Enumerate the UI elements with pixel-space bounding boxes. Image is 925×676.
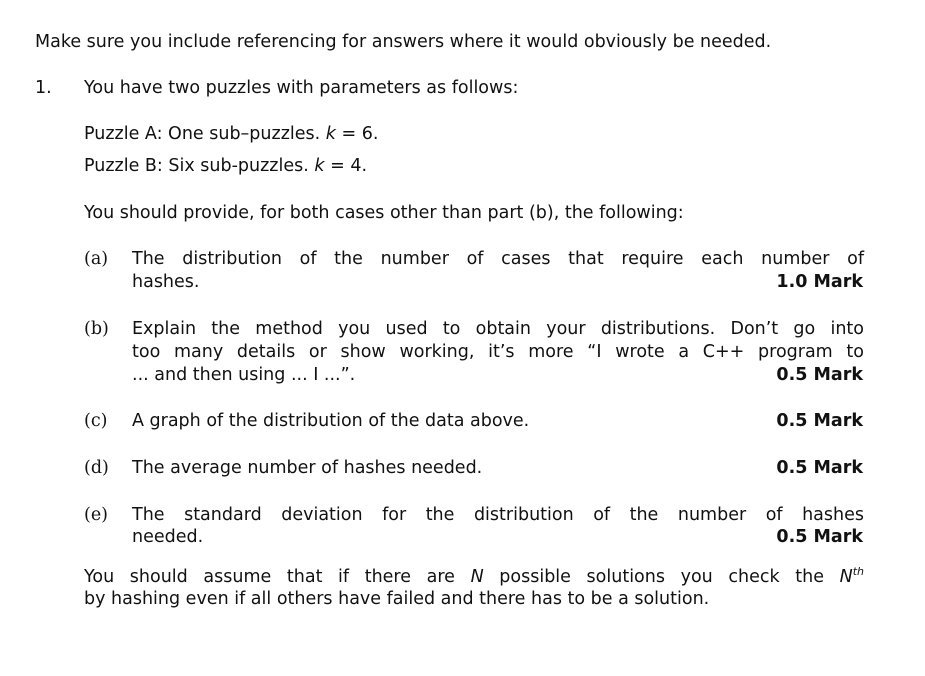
part-a-mark: 1.0 Mark	[776, 272, 863, 292]
part-b-line-1: Explain the method you used to obtain your distributions. Don’t go into	[132, 319, 864, 339]
puzzle-b-name: Puzzle B:	[84, 156, 163, 176]
puzzle-a-desc: One sub–puzzles.	[168, 124, 321, 144]
part-d-label: (d)	[84, 458, 109, 478]
puzzle-a	[84, 123, 378, 145]
part-a-line-1: The distribution of the number of cases that require each number of	[132, 249, 864, 269]
puzzle-a-k-label: k	[325, 124, 336, 144]
puzzle-a-k-value: = 6.	[341, 124, 379, 144]
part-c-line-1: A graph of the distribution of the data above.	[132, 411, 530, 431]
assume-sup-th: th	[852, 565, 864, 578]
intro-text: Make sure you include referencing for answers where it would obviously be needed.	[35, 32, 772, 52]
question-number: 1.	[35, 78, 52, 98]
part-b-label: (b)	[84, 319, 109, 339]
assume-text-2: possible solutions you check the	[483, 567, 840, 587]
assume-line-1	[84, 567, 864, 588]
part-e-line-2: needed.	[132, 527, 204, 547]
puzzle-b-desc: Six sub-puzzles.	[168, 156, 309, 176]
part-b-line-3: ... and then using ... I ...”.	[132, 365, 356, 385]
part-b-line-2: too many details or show working, it’s more “I wrote a C++ program to	[132, 342, 864, 362]
part-d-line-1: The average number of hashes needed.	[132, 458, 483, 478]
question-text: You have two puzzles with parameters as follows:	[84, 78, 519, 98]
part-e-label: (e)	[84, 505, 109, 525]
assume-text-1: You should assume that if there are	[84, 567, 471, 587]
part-e-mark: 0.5 Mark	[776, 527, 863, 547]
part-a-line-2: hashes.	[132, 272, 200, 292]
part-b-mark: 0.5 Mark	[776, 365, 863, 385]
assume-line-2: by hashing even if all others have failed and there has to be a solution.	[84, 589, 710, 609]
assume-var-nth: N	[839, 567, 853, 587]
puzzle-b-k-label: k	[314, 156, 325, 176]
part-c-mark: 0.5 Mark	[776, 411, 863, 431]
puzzle-a-name: Puzzle A:	[84, 124, 163, 144]
puzzle-b	[84, 155, 367, 177]
part-c-label: (c)	[84, 411, 108, 431]
part-e-line-1: The standard deviation for the distribution of the number of hashes	[132, 505, 864, 525]
assume-var-n: N	[470, 567, 484, 587]
part-d-mark: 0.5 Mark	[776, 458, 863, 478]
puzzle-b-k-value: = 4.	[330, 156, 368, 176]
part-a-label: (a)	[84, 249, 109, 269]
provide-text: You should provide, for both cases other than part (b), the following:	[84, 203, 684, 223]
